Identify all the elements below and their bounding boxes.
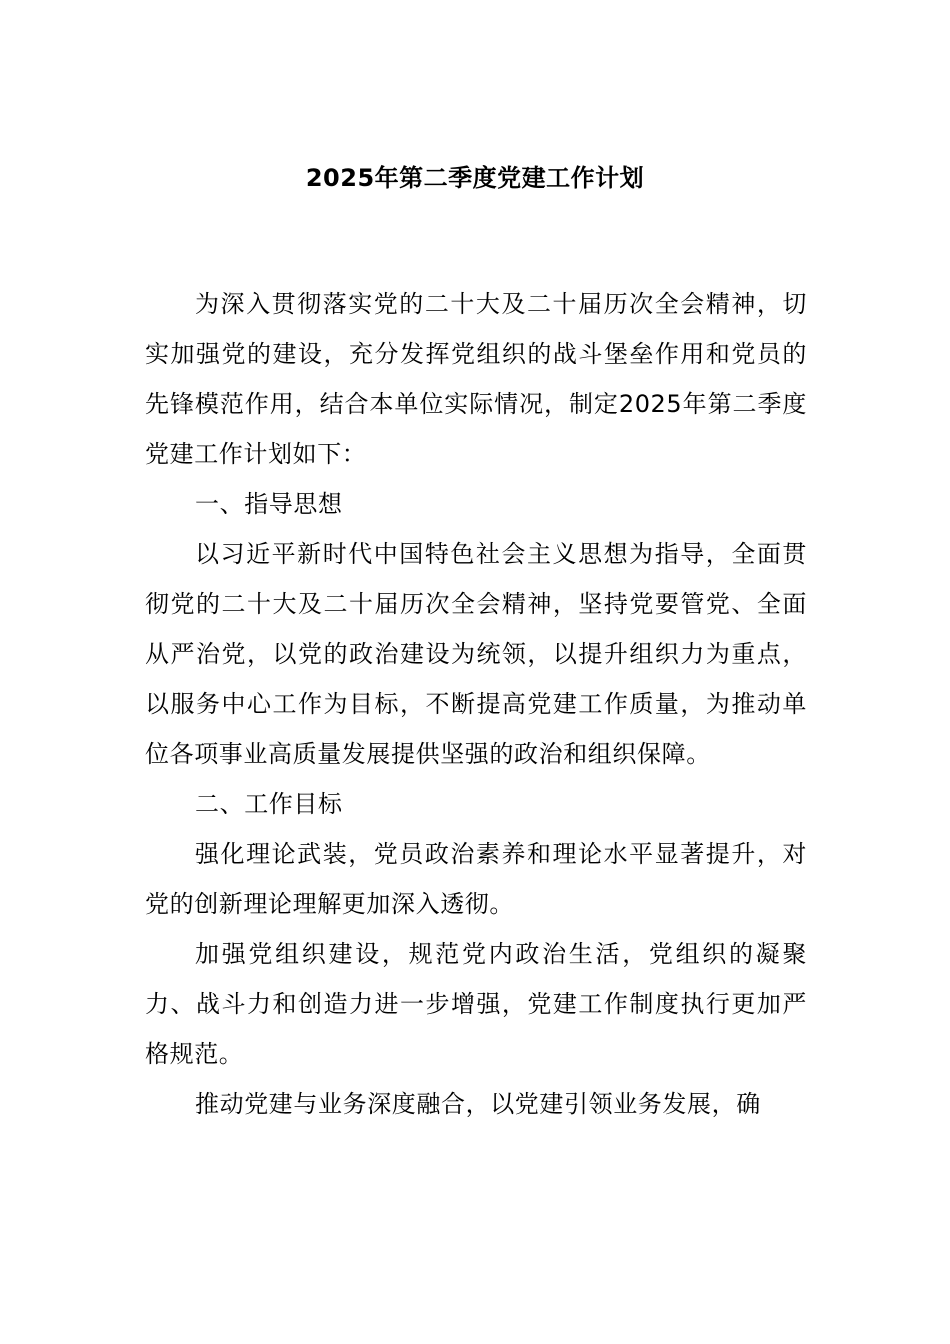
goal-paragraph-integration: 推动党建与业务深度融合，以党建引领业务发展，确 bbox=[195, 1090, 761, 1118]
section-heading-guiding-ideology: 一、指导思想 bbox=[195, 490, 343, 518]
guiding-ideology-paragraph: 以习近平新时代中国特色社会主义思想为指导，全面贯彻党的二十大及二十届历次全会精神，坚持党要管党、全面从严治党，以党的政治建设为统领，以提升组织力为重点，以服务中心工作为目标，不断提高党建工作质量，为推动单位各项事业高质量发展提供坚强的政治和组织保障。 bbox=[145, 540, 807, 768]
section-heading-work-goals: 二、工作目标 bbox=[195, 790, 343, 818]
intro-paragraph: 为深入贯彻落实党的二十大及二十届历次全会精神，切实加强党的建设，充分发挥党组织的战斗堡垒作用和党员的先锋模范作用，结合本单位实际情况，制定2025年第二季度党建工作计划如下： bbox=[145, 290, 807, 468]
document-body bbox=[145, 279, 807, 1129]
document-title: 2025年第二季度党建工作计划 bbox=[305, 164, 645, 192]
goal-paragraph-organization: 加强党组织建设，规范党内政治生活，党组织的凝聚力、战斗力和创造力进一步增强，党建工作制度执行更加严格规范。 bbox=[145, 940, 807, 1068]
goal-paragraph-theory: 强化理论武装，党员政治素养和理论水平显著提升，对党的创新理论理解更加深入透彻。 bbox=[145, 840, 807, 918]
